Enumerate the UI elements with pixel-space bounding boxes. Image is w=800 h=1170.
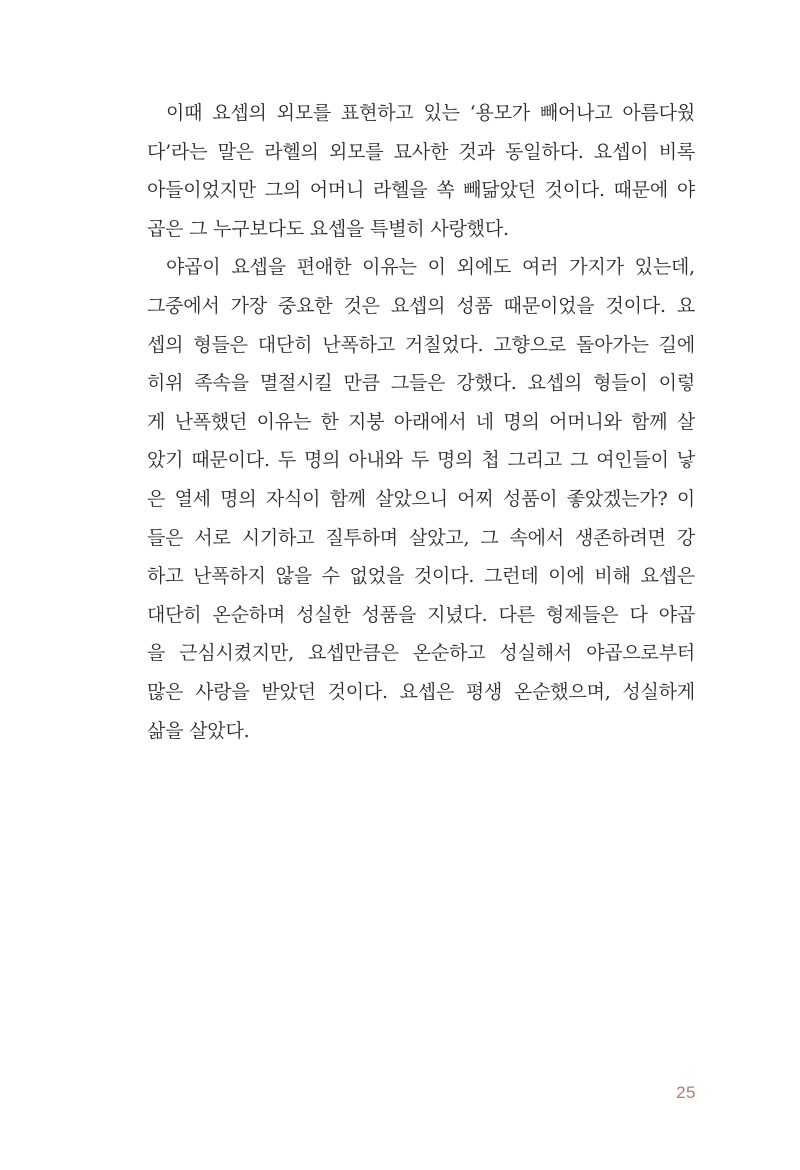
paragraph-1	[147, 94, 695, 248]
text-line: 그중에서 가장 중요한 것은 요셉의 성품 때문이었을 것이다. 요	[147, 294, 695, 317]
text-line: 히위 족속을 멸절시킬 만큼 그들은 강했다. 요셉의 형들이 이렇	[147, 372, 695, 395]
text-line: 하고 난폭하지 않을 수 없었을 것이다. 그런데 이에 비해 요셉은	[147, 565, 695, 588]
text-line: 곱은 그 누구보다도 요셉을 특별히 사랑했다.	[147, 217, 509, 240]
paragraph-2	[147, 248, 695, 750]
text-line: 다’라는 말은 라헬의 외모를 묘사한 것과 동일하다. 요셉이 비록	[147, 140, 695, 163]
page-number: 25	[676, 1083, 696, 1102]
text-line: 야곱이 요셉을 편애한 이유는 이 외에도 여러 가지가 있는데,	[166, 256, 695, 279]
text-line: 삶을 살았다.	[147, 719, 250, 742]
body-text	[147, 94, 695, 750]
text-line: 들은 서로 시기하고 질투하며 살았고, 그 속에서 생존하려면 강	[147, 526, 695, 549]
text-line: 은 열세 명의 자식이 함께 살았으니 어찌 성품이 좋았겠는가? 이	[147, 487, 695, 510]
text-line: 게 난폭했던 이유는 한 지붕 아래에서 네 명의 어머니와 함께 살	[147, 410, 695, 433]
text-line: 이때 요셉의 외모를 표현하고 있는 ‘용모가 빼어나고 아름다웠	[166, 102, 695, 124]
text-line: 많은 사랑을 받았던 것이다. 요셉은 평생 온순했으며, 성실하게	[147, 680, 695, 703]
text-line: 셉의 형들은 대단히 난폭하고 거칠었다. 고향으로 돌아가는 길에	[147, 333, 695, 356]
text-line: 을 근심시켰지만, 요셉만큼은 온순하고 성실해서 야곱으로부터	[147, 642, 695, 665]
text-line: 았기 때문이다. 두 명의 아내와 두 명의 첩 그리고 그 여인들이 낳	[147, 449, 695, 472]
text-line: 대단히 온순하며 성실한 성품을 지녔다. 다른 형제들은 다 야곱	[147, 603, 695, 626]
text-line: 아들이었지만 그의 어머니 라헬을 쏙 빼닮았던 것이다. 때문에 야	[147, 179, 695, 202]
